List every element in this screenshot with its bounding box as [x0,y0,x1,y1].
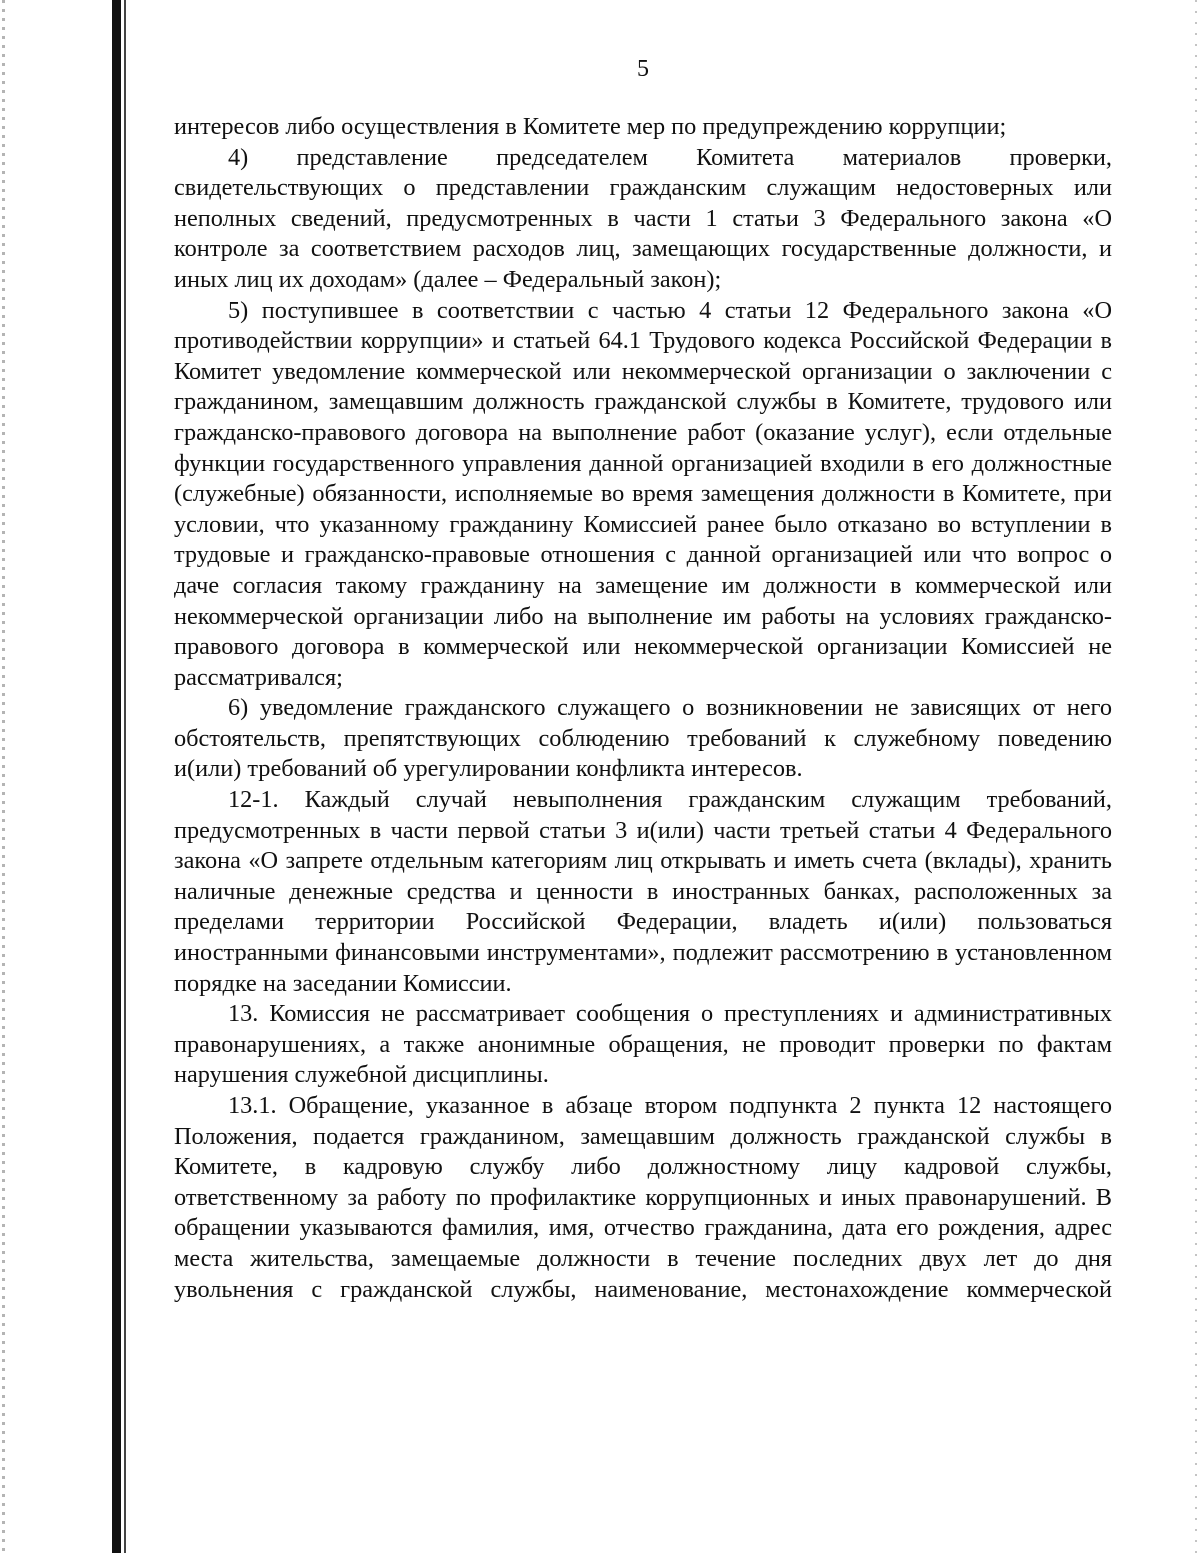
scan-binding-edge [112,0,121,1553]
scan-edge-noise-left [2,0,5,1553]
scan-edge-noise-right [1195,0,1197,1553]
page-number: 5 [637,56,649,82]
scan-binding-edge-thin [124,0,126,1553]
paragraph-item-4: 4) представление председателем Комитета материалов проверки, свидетельствующих о представлении гражданским служащим недостоверных или неполных сведений, предусмотренных в части 1 статьи 3 Федерального закона «О контроле за соответствием расходов лиц, замещающих государственные должности, и иных лиц их доходам» (далее – Федеральный закон); [174,143,1112,293]
paragraph-item-5: 5) поступившее в соответствии с частью 4 статьи 12 Федерального закона «О противодействии коррупции» и статьей 64.1 Трудового кодекса Российской Федерации в Комитет уведомление коммерческой или некоммерческой организации о заключении с гражданином, замещавшим должность гражданской службы в Комитете, трудового или гражданско-правового договора на выполнение работ (оказание услуг), если отдельные функции государственного управления данной организацией входили в его должностные (служебные) обязанности, исполняемые во время замещения должности в Комитете, при условии, что указанному гражданину Комиссией ранее было отказано во вступлении в трудовые и гражданско-правовые отношения с данной организацией или что вопрос о даче согласия такому гражданину на замещение им должности в коммерческой или некоммерческой организации либо на выполнение им работы на условиях гражданско-правового договора в коммерческой или некоммерческой организации Комиссией не рассматривался; [174,296,1112,691]
document-body [174,112,1112,1305]
paragraph-continuation: интересов либо осуществления в Комитете мер по предупреждению коррупции; [174,113,1007,140]
paragraph-item-13: 13. Комиссия не рассматривает сообщения о преступлениях и административных правонарушениях, а также анонимные обращения, не проводит проверки по фактам нарушения служебной дисциплины. [174,1000,1112,1089]
paragraph-item-6: 6) уведомление гражданского служащего о возникновении не зависящих от него обстоятельств, препятствующих соблюдению требований к служебному поведению и(или) требований об урегулировании конфликта интересов. [174,694,1112,783]
paragraph-item-12-1: 12-1. Каждый случай невыполнения гражданским служащим требований, предусмотренных в части первой статьи 3 и(или) части третьей статьи 4 Федерального закона «О запрете отдельным категориям лиц открывать и иметь счета (вклады), хранить наличные денежные средства и ценности в иностранных банках, расположенных за пределами территории Российской Федерации, владеть и(или) пользоваться иностранными финансовыми инструментами», подлежит рассмотрению в установленном порядке на заседании Комиссии. [174,786,1112,997]
paragraph-item-13-1: 13.1. Обращение, указанное в абзаце втором подпункта 2 пункта 12 настоящего Положения, подается гражданином, замещавшим должность гражданской службы в Комитете, в кадровую службу либо должностному лицу кадровой службы, ответственному за работу по профилактике коррупционных и иных правонарушений. В обращении указываются фамилия, имя, отчество гражданина, дата его рождения, адрес места жительства, замещаемые должности в течение последних двух лет до дня увольнения с гражданской службы, наименование, местонахождение коммерческой [174,1092,1112,1303]
